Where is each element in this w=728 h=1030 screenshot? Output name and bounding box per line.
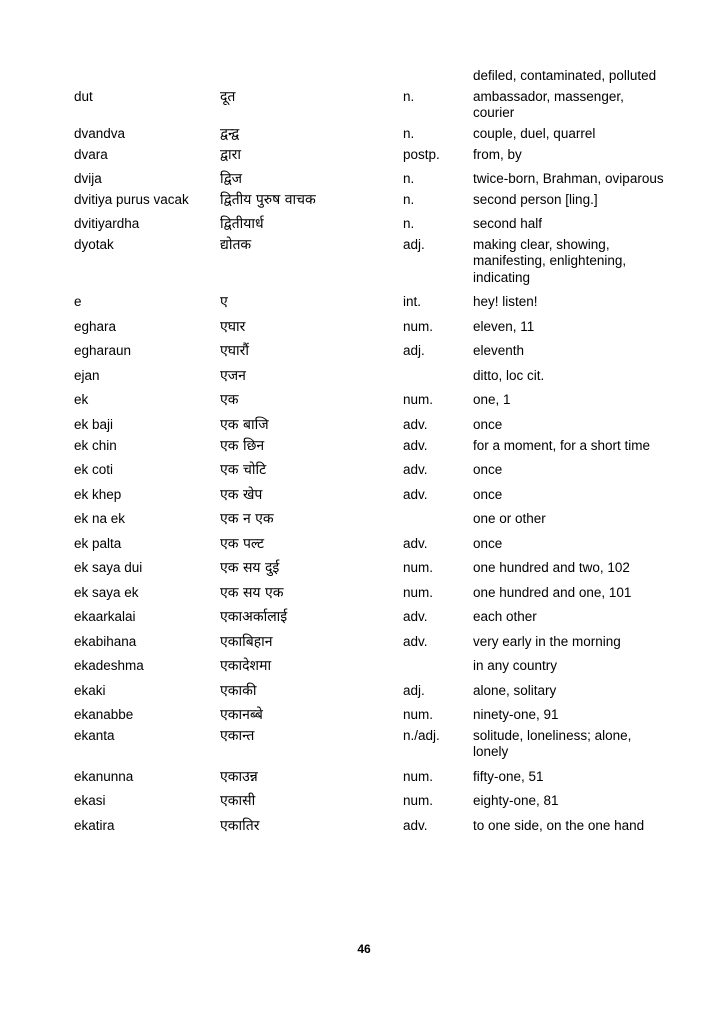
headword-devanagari: एक चोटि — [220, 462, 267, 479]
part-of-speech: n. — [403, 88, 415, 104]
headword-roman: ekanunna — [74, 768, 134, 784]
dictionary-entry — [0, 728, 728, 761]
part-of-speech: adv. — [403, 416, 428, 432]
definition: from, by — [473, 146, 522, 162]
headword-devanagari: ए — [220, 294, 228, 311]
headword-roman: eghara — [74, 318, 117, 334]
dictionary-entry — [0, 192, 728, 209]
dictionary-entry — [0, 147, 728, 164]
definition: couple, duel, quarrel — [473, 125, 596, 141]
dictionary-entry — [0, 487, 728, 504]
headword-devanagari: एकातिर — [220, 817, 260, 834]
headword-devanagari: एकाउन्न — [220, 768, 258, 785]
dictionary-entry — [0, 171, 728, 188]
definition: one hundred and one, 101 — [473, 584, 632, 600]
definition: eleventh — [473, 343, 525, 359]
headword-roman: ek saya dui — [74, 560, 143, 576]
headword-devanagari: एक बाजि — [220, 416, 269, 433]
headword-roman: dvitiya purus vacak — [74, 191, 189, 207]
part-of-speech: postp. — [403, 146, 440, 162]
part-of-speech: n. — [403, 191, 415, 207]
entry-list — [0, 68, 728, 834]
part-of-speech: num. — [403, 707, 434, 723]
definition: alone, solitary — [473, 682, 557, 698]
headword-devanagari: द्वन्द्व — [220, 125, 240, 142]
headword-roman: ekaki — [74, 682, 106, 698]
definition: solitude, loneliness; alone, lonely — [473, 727, 632, 760]
dictionary-entry — [0, 560, 728, 577]
dictionary-entry — [0, 319, 728, 336]
dictionary-entry — [0, 237, 728, 287]
dictionary-entry — [0, 368, 728, 385]
dictionary-entry — [0, 216, 728, 233]
dictionary-entry — [0, 126, 728, 143]
headword-devanagari: एकानब्बे — [220, 707, 263, 724]
definition: once — [473, 462, 503, 478]
headword-devanagari: द्वितीयार्ध — [220, 216, 264, 233]
headword-devanagari: एजन — [220, 367, 246, 384]
part-of-speech: adv. — [403, 633, 428, 649]
headword-devanagari: एकान्त — [220, 727, 255, 744]
part-of-speech: adv. — [403, 535, 428, 551]
headword-devanagari: द्योतक — [220, 236, 252, 253]
headword-roman: ejan — [74, 367, 100, 383]
part-of-speech: adv. — [403, 437, 428, 453]
dictionary-entry — [0, 343, 728, 360]
definition: second person [ling.] — [473, 191, 598, 207]
dictionary-entry — [0, 609, 728, 626]
definition: each other — [473, 609, 537, 625]
headword-devanagari: एक सय एक — [220, 584, 284, 601]
part-of-speech: n. — [403, 171, 415, 187]
headword-devanagari: एक सय दुई — [220, 560, 280, 577]
part-of-speech: num. — [403, 793, 434, 809]
part-of-speech: num. — [403, 318, 434, 334]
definition: twice-born, Brahman, oviparous — [473, 171, 664, 187]
part-of-speech: num. — [403, 560, 434, 576]
definition: fifty-one, 51 — [473, 768, 544, 784]
headword-roman: dut — [74, 88, 93, 104]
part-of-speech: adv. — [403, 462, 428, 478]
headword-roman: ekasi — [74, 793, 106, 809]
definition: ambassador, massenger, courier — [473, 88, 624, 121]
headword-roman: dvija — [74, 171, 102, 187]
part-of-speech: adv. — [403, 817, 428, 833]
headword-roman: ek khep — [74, 486, 122, 502]
headword-roman: ekanabbe — [74, 707, 134, 723]
definition: defiled, contaminated, polluted — [473, 68, 657, 83]
dictionary-entry — [0, 585, 728, 602]
definition: once — [473, 416, 503, 432]
headword-roman: dyotak — [74, 236, 114, 252]
definition: ninety-one, 91 — [473, 707, 559, 723]
headword-roman: dvandva — [74, 125, 126, 141]
headword-devanagari: एकाकी — [220, 682, 257, 699]
dictionary-entry — [0, 392, 728, 409]
dictionary-entry — [0, 683, 728, 700]
headword-roman: ekadeshma — [74, 658, 144, 674]
headword-roman: dvitiyardha — [74, 216, 140, 232]
headword-devanagari: एक — [220, 392, 239, 409]
definition: one hundred and two, 102 — [473, 560, 630, 576]
definition: second half — [473, 216, 543, 232]
definition: one or other — [473, 511, 546, 527]
headword-roman: ekatira — [74, 817, 115, 833]
definition: once — [473, 535, 503, 551]
headword-devanagari: एक खेप — [220, 486, 263, 503]
headword-devanagari: एकाबिहान — [220, 633, 273, 650]
definition: very early in the morning — [473, 633, 621, 649]
definition: eighty-one, 81 — [473, 793, 559, 809]
headword-devanagari: एक छिन — [220, 437, 265, 454]
headword-roman: ek coti — [74, 462, 114, 478]
part-of-speech: n./adj. — [403, 727, 440, 743]
definition: making clear, showing, manifesting, enlightening, indicating — [473, 236, 627, 285]
headword-devanagari: एघार — [220, 318, 246, 335]
headword-roman: ek baji — [74, 416, 114, 432]
part-of-speech: adj. — [403, 236, 425, 252]
headword-devanagari: एक पल्ट — [220, 535, 265, 552]
dictionary-entry — [0, 658, 728, 675]
headword-roman: ek na ek — [74, 511, 126, 527]
headword-roman: ekanta — [74, 727, 115, 743]
dictionary-entry — [0, 462, 728, 479]
headword-roman: ek chin — [74, 437, 117, 453]
headword-devanagari: एकासी — [220, 793, 256, 810]
dictionary-entry — [0, 68, 728, 85]
definition: for a moment, for a short time — [473, 437, 651, 453]
headword-roman: dvara — [74, 146, 108, 162]
definition: to one side, on the one hand — [473, 817, 645, 833]
dictionary-entry — [0, 294, 728, 311]
definition: ditto, loc cit. — [473, 367, 545, 383]
headword-devanagari: द्वारा — [220, 146, 242, 163]
dictionary-entry — [0, 536, 728, 553]
headword-devanagari: द्विज — [220, 171, 243, 188]
definition: in any country — [473, 658, 558, 674]
dictionary-entry — [0, 769, 728, 786]
headword-devanagari: एकादेशमा — [220, 658, 272, 675]
dictionary-entry — [0, 818, 728, 835]
part-of-speech: num. — [403, 768, 434, 784]
part-of-speech: adj. — [403, 682, 425, 698]
page-number: 46 — [357, 942, 371, 956]
dictionary-entry — [0, 417, 728, 434]
headword-roman: egharaun — [74, 343, 132, 359]
part-of-speech: n. — [403, 125, 415, 141]
headword-devanagari: एकाअर्कालाई — [220, 609, 288, 626]
dictionary-entry — [0, 634, 728, 651]
dictionary-entry — [0, 511, 728, 528]
part-of-speech: n. — [403, 216, 415, 232]
headword-roman: ek palta — [74, 535, 122, 551]
definition: once — [473, 486, 503, 502]
headword-devanagari: एक न एक — [220, 511, 274, 528]
headword-roman: ek saya ek — [74, 584, 139, 600]
part-of-speech: adj. — [403, 343, 425, 359]
part-of-speech: adv. — [403, 609, 428, 625]
headword-roman: ek — [74, 392, 89, 408]
part-of-speech: num. — [403, 584, 434, 600]
definition: eleven, 11 — [473, 318, 535, 334]
definition: hey! listen! — [473, 294, 538, 310]
headword-roman: e — [74, 294, 82, 310]
headword-devanagari: दूत — [220, 88, 236, 105]
definition: one, 1 — [473, 392, 511, 408]
dictionary-entry — [0, 793, 728, 810]
headword-roman: ekaarkalai — [74, 609, 136, 625]
part-of-speech: int. — [403, 294, 422, 310]
part-of-speech: num. — [403, 392, 434, 408]
headword-devanagari: द्वितीय पुरुष वाचक — [220, 191, 316, 208]
part-of-speech: adv. — [403, 486, 428, 502]
dictionary-entry — [0, 438, 728, 455]
dictionary-entry — [0, 707, 728, 724]
headword-devanagari: एघारौं — [220, 343, 249, 360]
headword-roman: ekabihana — [74, 633, 137, 649]
dictionary-entry — [0, 89, 728, 122]
